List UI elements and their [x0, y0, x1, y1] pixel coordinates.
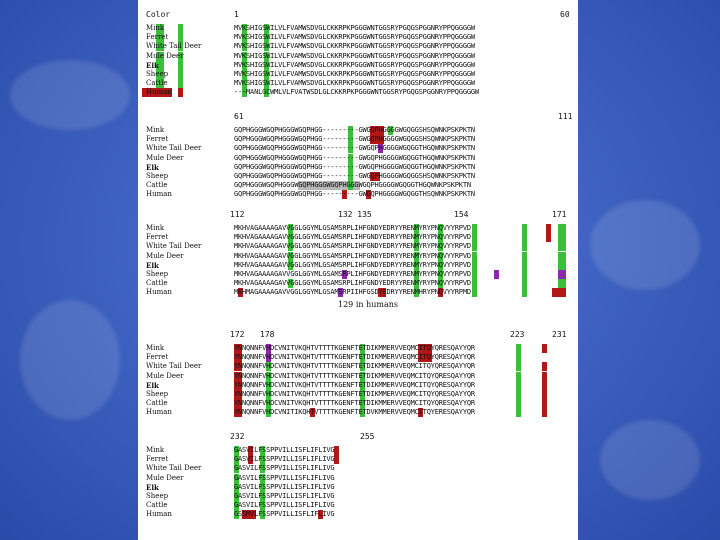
species-label: Mink — [146, 224, 165, 232]
alignment-block — [138, 10, 578, 98]
alignment-row — [138, 33, 578, 42]
alignment-row — [138, 88, 578, 97]
position-label: 1 — [234, 10, 239, 19]
species-label: Ferret — [146, 33, 169, 42]
red-residue-highlight — [178, 88, 183, 97]
species-label: Cattle — [146, 399, 168, 408]
sequence-text: GASVILFSSPPVILLISFLIFLIVG — [234, 492, 335, 500]
species-label: Ferret — [146, 353, 169, 362]
species-label: Elk — [146, 482, 159, 492]
green-residue-highlight — [178, 79, 183, 88]
sequence-text: GQPHGGGWGQPHGGGWGQPHGG---------GWGQPHGGGGWGQGGSHSQWNKPSKPKTN — [234, 172, 475, 180]
position-label: 132 135 — [338, 210, 372, 219]
species-label: White Tail Deer — [146, 362, 202, 371]
sequence-text: MKHVAGAAAAGAVVGGLGGYMLGSAMSRPLIHFGNDYEDRYYRENMYRYPNQVYYRPVD — [234, 260, 471, 269]
alignment-figure — [138, 0, 578, 540]
alignment-row — [138, 288, 578, 297]
green-residue-highlight — [178, 33, 183, 42]
species-label: Ferret — [146, 233, 169, 242]
alignment-row — [138, 446, 578, 455]
sequence-text: MVKSHIGSWILVLFVAMWSDVGLCKKRPKPGGGWNTGGSRYPGQGSPGGNRYPPQGGGGW — [234, 60, 475, 69]
alignment-row — [138, 52, 578, 61]
alignment-block — [138, 330, 578, 418]
alignment-row — [138, 126, 578, 135]
species-label: Sheep — [146, 492, 169, 500]
species-label: Cattle — [146, 501, 168, 510]
alignment-row — [138, 483, 578, 492]
position-label: 154 — [454, 210, 469, 219]
sequence-text: GQPHGGGWGQPHGGGWGQPHGG---------GWGQPHGGGGWGQGGTHSQWNKPSKPKTN — [234, 190, 475, 199]
species-label: Ferret — [146, 135, 169, 144]
position-label: 111 — [558, 112, 573, 121]
species-label: Elk — [146, 380, 159, 390]
position-label: 231 — [552, 330, 567, 339]
alignment-block — [138, 210, 578, 312]
species-label: Sheep — [146, 172, 169, 180]
alignment-row — [138, 190, 578, 199]
sequence-text: MVKSHIGSWILVLFVAMWSDVGLCKKRPKPGGGWNTGGSRYPGQGSPGGNRYPPQGGGGW — [234, 70, 475, 78]
species-label: Sheep — [146, 270, 169, 278]
alignment-row — [138, 362, 578, 371]
alignment-row — [138, 372, 578, 381]
alignment-row — [138, 70, 578, 79]
position-label: 232 — [230, 432, 245, 441]
species-label: White Tail Deer — [146, 42, 202, 51]
species-label: White Tail Deer — [146, 464, 202, 473]
sequence-text: MVKSHIGSWILVLFVAMWSDVGLCKKRPKPGGGWNTGGSRYPGQGSPGGNRYPPQGGGGW — [234, 42, 475, 51]
position-label: 255 — [360, 432, 375, 441]
sequence-text: MVKSHIGSWILVLFVAMWSDVGLCKKRPKPGGGWNTGGSRYPGQGSPGGNRYPPQGGGGW — [234, 51, 475, 60]
alignment-row — [138, 474, 578, 483]
species-label: Mule Deer — [146, 371, 184, 380]
green-residue-highlight — [178, 70, 183, 79]
alignment-row — [138, 181, 578, 190]
sequence-text: YNNQNNFVHDCVNITVKQHTVTTTTKGENFTETDIKMMERVVEQMCITQYQRESQAYYQR — [234, 399, 475, 408]
sequence-text: GASVILFSSPPVILLISFLIFLIVG — [234, 501, 335, 510]
background-cloud — [590, 200, 700, 290]
sequence-text: YNNQNNFVHDCVNITVKQHTVTTTTKGENFTETDIKMMERVVEQMCITQYQRESQAYYQR — [234, 380, 475, 389]
species-label: Mink — [146, 446, 165, 454]
alignment-block — [138, 432, 578, 520]
species-label: Sheep — [146, 390, 169, 398]
alignment-row — [138, 233, 578, 242]
alignment-row — [138, 172, 578, 181]
species-label: Mule Deer — [146, 51, 184, 60]
alignment-row — [138, 510, 578, 519]
sequence-text: GQPHGGGWGQPHGGGWGQPHGG---------GWGQPHGGGGWGQGGSHSQWNKPSKPKTN — [234, 126, 475, 134]
alignment-row — [138, 353, 578, 362]
sequence-text: YNNQNNFVHDCVNITVKQHTVTTTTKGENFTETDIKMMERVVEQMCITQYQRESQAYYQR — [234, 362, 475, 371]
position-label: 112 — [230, 210, 245, 219]
sequence-text: MVKSHIGSWILVLFVAMWSDVGLCKKRPKPGGGWNTGGSRYPGQGSPGGNRYPPQGGGGW — [234, 79, 475, 88]
alignment-row — [138, 61, 578, 70]
alignment-row — [138, 261, 578, 270]
alignment-row — [138, 144, 578, 153]
sequence-text: GASVILFSSPPVILLISFLIFLIVG — [234, 446, 335, 454]
alignment-row — [138, 501, 578, 510]
sequence-text: YNNQNNFVHDCVNITVKQHTVTTTTKGENFTETDIKMMERVVEQMCITQYQRESQAYYQR — [234, 390, 475, 398]
alignment-row — [138, 381, 578, 390]
sequence-text: MKHVAGAAAAGAVVGGLGGYMLGSAMSRPLIHFGNDYEDRYYRENMYRYPNQVYYRPVD — [234, 270, 471, 278]
alignment-row — [138, 24, 578, 33]
sequence-text: GQPHGGGWGQPHGGGWGQPHGG---------GWGQPHGGGGWGQGGTHGQWNKPSKPKTN — [234, 144, 475, 153]
alignment-row — [138, 79, 578, 88]
sequence-text: GSSMVLFSSPPVILLISFLIFLIVG — [234, 510, 335, 519]
sequence-text: MKHVAGAAAAGAVVGGLGGYMLGSAMSRPLIHFGNDYEDRYYRENMYRYPNQVYYRPVD — [234, 233, 471, 242]
position-label: 171 — [552, 210, 567, 219]
alignment-row — [138, 270, 578, 279]
sequence-text: GQPHGGGWGQPHGGGWGQPHGG---------GWGQPHGGGGWGQGGTHGQWNKPSKPKTN — [234, 162, 475, 171]
alignment-row — [138, 42, 578, 51]
alignment-row — [138, 154, 578, 163]
alignment-row — [138, 224, 578, 233]
sequence-text: ---MANLGCWMLVLFVATWSDLGLCKKRPKPGGGWNTGGSRYPGQGSPGGNRYPPQGGGGW — [234, 88, 479, 97]
species-label: Elk — [146, 260, 159, 270]
alignment-row — [138, 242, 578, 251]
species-label: Elk — [146, 162, 159, 172]
sequence-text: MKHVAGAAAAGAVVGGLGGYMLGSAMSRPLIHFGNDYEDRYYRENMYRYPNQVYYRPVD — [234, 224, 471, 232]
position-label: Color — [146, 10, 171, 19]
species-label: White Tail Deer — [146, 144, 202, 153]
species-label: Human — [146, 190, 172, 199]
species-label: Mink — [146, 126, 165, 134]
species-label: Cattle — [146, 181, 168, 190]
species-label: Mule Deer — [146, 153, 184, 162]
sequence-text: GQPHGGGWGQPHGGGWGQPHGG---------GWGQPHGGGGWGQGGSHSQWNKPSKPKTN — [234, 135, 475, 144]
species-label: Cattle — [146, 279, 168, 288]
species-label: Elk — [146, 60, 159, 70]
background-cloud — [600, 420, 700, 500]
position-label: 60 — [560, 10, 570, 19]
green-residue-highlight — [178, 61, 183, 70]
sequence-text: GASVILFSSPPVILLISFLIFLIVG — [234, 464, 335, 473]
alignment-row — [138, 408, 578, 417]
species-label: Mule Deer — [146, 473, 184, 482]
alignment-row — [138, 464, 578, 473]
sequence-text: GQPHGGGWGQPHGGGWGQPHGG---------GWGQPHGGGGWGQGGTHGQWNKPSKPKTN — [234, 153, 475, 162]
annotation-note: 129 in humans — [338, 299, 398, 309]
sequence-text: GQPHGGGWGQPHGGGWGQPHGGGWGQPHGGGWGQPHGGGGWGQGGTHGQWNKPSKPKTN — [234, 181, 471, 190]
species-label: Sheep — [146, 70, 169, 78]
sequence-text: YNNQNNFVHDCVNITVKQHTVTTTTKGENFTETDIKMMERVVEQMCITQYQRESQAYYQR — [234, 353, 475, 362]
position-label: 61 — [234, 112, 244, 121]
sequence-text: MKHVAGAAAAGAVVGGLGGYMLGSAMSRPLIHFGNDYEDRYYRENMYRYPNQVYYRPVD — [234, 242, 471, 251]
alignment-row — [138, 399, 578, 408]
sequence-text: MKHVAGAAAAGAVVGGLGGYMLGSAMSRPLIHFGNDYEDRYYRENMYRYPNQVYYRPVD — [234, 279, 471, 288]
sequence-text: MVKSHIGSWILVLFVAMWSDVGLCKKRPKPGGGWNTGGSRYPGQGSPGGNRYPPQGGGGW — [234, 24, 475, 32]
alignment-row — [138, 163, 578, 172]
species-label: Human — [146, 288, 172, 297]
sequence-text: MKHMAGAAAAGAVVGGLGGYMLGSAMSRPIIHFGSDYEDRYYRENMHRYPNQVYYRPMD — [234, 288, 471, 297]
green-residue-highlight — [178, 24, 183, 33]
species-label: Ferret — [146, 455, 169, 464]
species-label: Cattle — [146, 79, 168, 88]
background-cloud — [20, 300, 120, 420]
alignment-row — [138, 455, 578, 464]
position-label: 223 — [510, 330, 525, 339]
species-label: Human — [146, 510, 172, 519]
alignment-row — [138, 252, 578, 261]
species-label: Human — [146, 88, 172, 97]
sequence-text: YNNQNNFVHDCVNITVKQHTVTTTTKGENFTETDIKMMERVVEQMCITQYQRESQAYYQR — [234, 371, 475, 380]
alignment-row — [138, 135, 578, 144]
alignment-row — [138, 279, 578, 288]
species-label: Mule Deer — [146, 251, 184, 260]
position-label: 172 — [230, 330, 245, 339]
alignment-block — [138, 112, 578, 200]
species-label: Mink — [146, 344, 165, 352]
sequence-text: GASVILFSSPPVILLISFLIFLIVG — [234, 473, 335, 482]
alignment-row — [138, 390, 578, 399]
species-label: White Tail Deer — [146, 242, 202, 251]
alignment-row — [138, 344, 578, 353]
alignment-row — [138, 492, 578, 501]
sequence-text: GASVILFSSPPVILLISFLIFLIVG — [234, 482, 335, 491]
species-label: Mink — [146, 24, 165, 32]
background-cloud — [10, 60, 130, 130]
sequence-text: YNNQNNFVHDCVNITVKQHTVTTTTKGENFTETDIKMMERVVEQMCITQYQRESQAYYQR — [234, 344, 475, 352]
sequence-text: GASVILFSSPPVILLISFLIFLIVG — [234, 455, 335, 464]
species-label: Human — [146, 408, 172, 417]
position-label: 178 — [260, 330, 275, 339]
sequence-text: MKHVAGAAAAGAVVGGLGGYMLGSAMSRPLIHFGNDYEDRYYRENMYRYPNQVYYRPVD — [234, 251, 471, 260]
sequence-text: YNNQNNFVHDCVNITIKQHTVTTTTKGENFTETDVKMMERVVEQMCITQYERESQAYYQR — [234, 408, 475, 417]
sequence-text: MVKSHIGSWILVLFVAMWSDVGLCKKRPKPGGGWNTGGSRYPGQGSPGGNRYPPQGGGGW — [234, 33, 475, 42]
